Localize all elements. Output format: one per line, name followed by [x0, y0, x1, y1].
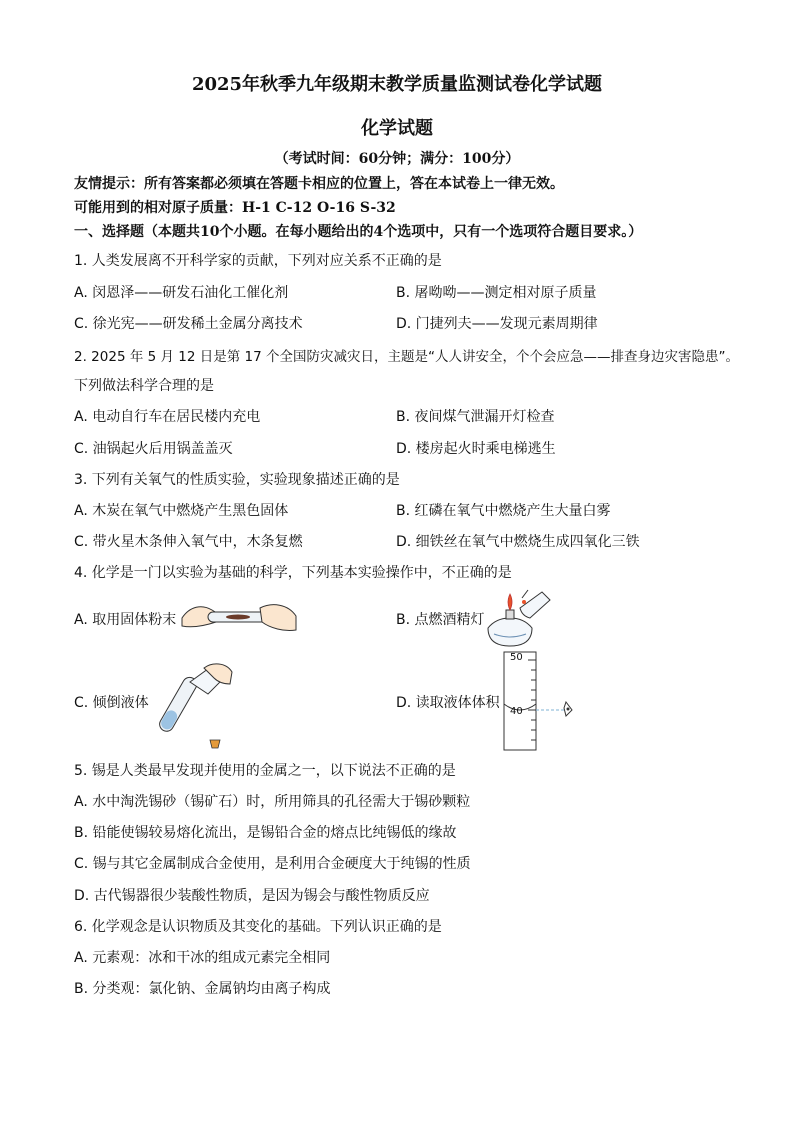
option-c: C. 倾倒液体: [74, 695, 149, 711]
option-a: A. 水中淘洗锡砂（锡矿石）时，所用筛具的孔径需大于锡砂颗粒: [74, 794, 471, 810]
page-title: 2025年秋季九年级期末教学质量监测试卷化学试题: [191, 74, 603, 95]
question-stem: 6. 化学观念是认识物质及其变化的基础。下列认识正确的是: [74, 919, 442, 935]
pouring-liquid-illustration: [146, 660, 236, 750]
option-b: B. 点燃酒精灯: [396, 612, 485, 628]
option-c: C. 带火星木条伸入氧气中，木条复燃: [74, 534, 303, 550]
option-a: A. 电动自行车在居民楼内充电: [74, 409, 261, 425]
option-a: A. 取用固体粉末: [74, 612, 177, 628]
option-d: D. 细铁丝在氧气中燃烧生成四氧化三铁: [396, 534, 640, 550]
option-a: A. 闵恩泽——研发石油化工催化剂: [74, 285, 289, 301]
page-subtitle: 化学试题: [361, 118, 433, 139]
option-d: D. 古代锡器很少装酸性物质，是因为锡会与酸性物质反应: [74, 888, 430, 904]
graduated-cylinder-illustration: [500, 650, 590, 752]
option-b: B. 分类观：氯化钠、金属钠均由离子构成: [74, 981, 331, 997]
option-b: B. 红磷在氧气中燃烧产生大量白雾: [396, 503, 611, 519]
option-d: D. 读取液体体积: [396, 695, 500, 711]
powder-transfer-illustration: [180, 598, 300, 638]
question-stem: 1. 人类发展离不开科学家的贡献，下列对应关系不正确的是: [74, 253, 442, 269]
cylinder-tick-label: 40: [510, 706, 523, 717]
atomic-mass-text: 可能用到的相对原子质量：H-1 C-12 O-16 S-32: [74, 200, 396, 216]
notice-text: 友情提示：所有答案都必须填在答题卡相应的位置上，答在本试卷上一律无效。: [74, 176, 564, 192]
option-d: D. 楼房起火时乘电梯逃生: [396, 441, 556, 457]
question-stem-continued: 下列做法科学合理的是: [74, 378, 214, 394]
question-stem: 4. 化学是一门以实验为基础的科学，下列基本实验操作中，不正确的是: [74, 565, 512, 581]
option-c: C. 徐光宪——研发稀土金属分离技术: [74, 316, 303, 332]
question-stem: 5. 锡是人类最早发现并使用的金属之一，以下说法不正确的是: [74, 763, 456, 779]
section-heading: 一、选择题（本题共10个小题。在每小题给出的4个选项中，只有一个选项符合题目要求。）: [74, 224, 643, 240]
exam-time-info: （考试时间：60分钟；满分：100分）: [274, 151, 520, 167]
question-stem: 2. 2025 年 5 月 12 日是第 17 个全国防灾减灾日，主题是“人人讲安全，个个会应急——排查身边灾害隐患”。: [74, 349, 739, 365]
alcohol-lamp-illustration: [484, 588, 554, 650]
option-a: A. 木炭在氧气中燃烧产生黑色固体: [74, 503, 289, 519]
option-c: C. 油锅起火后用锅盖盖灭: [74, 441, 233, 457]
cylinder-tick-label: 50: [510, 652, 523, 663]
option-d: D. 门捷列夫——发现元素周期律: [396, 316, 598, 332]
option-b: B. 铅能使锡较易熔化流出，是锡铅合金的熔点比纯锡低的缘故: [74, 825, 457, 841]
option-a: A. 元素观：冰和干冰的组成元素完全相同: [74, 950, 331, 966]
option-b: B. 屠呦呦——测定相对原子质量: [396, 285, 597, 301]
question-stem: 3. 下列有关氧气的性质实验，实验现象描述正确的是: [74, 472, 400, 488]
option-b: B. 夜间煤气泄漏开灯检查: [396, 409, 555, 425]
option-c: C. 锡与其它金属制成合金使用，是利用合金硬度大于纯锡的性质: [74, 856, 471, 872]
